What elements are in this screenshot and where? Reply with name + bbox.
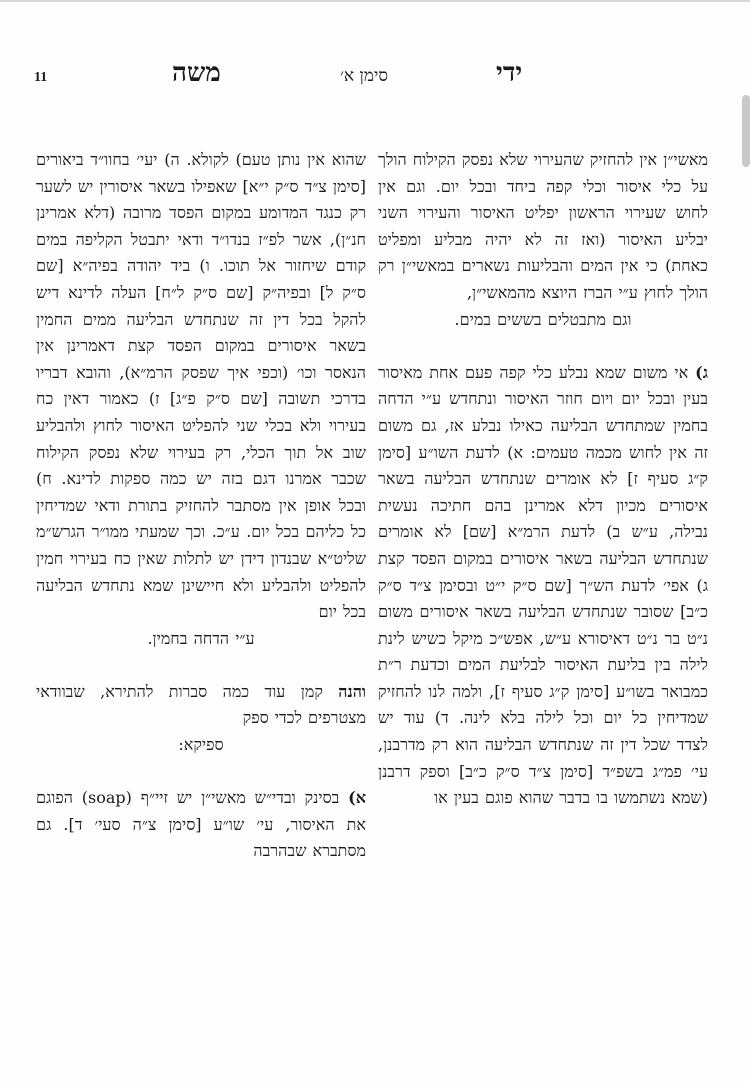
left-paragraph-3-text: בסינק ובדי״ש מאשי״ן יש זיי״ף (soap) הפוגם את האיסור, עי׳ שו״ע [סימן צ״ה סעי׳ ד]. גם מסתברא שבהרבה (36, 788, 366, 861)
left-paragraph-1-end: ע״י הדחה בחמין. (147, 628, 255, 648)
header-title-left: משה (172, 58, 221, 88)
header-siman: סימן א׳ (340, 66, 389, 86)
left-column (36, 147, 366, 1052)
left-paragraph-3 (36, 785, 366, 865)
header-title-right: ידי (496, 58, 523, 88)
scrollbar-thumb[interactable] (742, 95, 750, 167)
left-paragraph-2-end: ספיקא: (178, 735, 224, 755)
left-paragraph-2 (36, 679, 366, 732)
section-label-gimel: ג) (695, 362, 708, 382)
right-paragraph-1-end: וגם מתבטלים בששים במים. (454, 309, 632, 329)
paragraph-lead-word: והנה (338, 681, 366, 701)
right-paragraph-1: מאשי״ן אין להחזיק שהעירוי שלא נפסק הקילוח הולך על כלי איסור וכלי קפה ביחד ובכל יום. וגם אין לחוש שעירוי הראשון יפליט האיסור והעירוי השני יבליע האיסור (ואז זה לא יהיה מבליע ומפליט כאחת) כי אין המים והבליעות נשארים במאשי״ן רק הולך לחוץ ע״י הברז היוצא מהמאשי״ן, (378, 150, 708, 302)
left-paragraph-2-text: קמן עוד כמה סברות להתירא, שבוודאי מצטרפים לכדי ספק (36, 681, 366, 728)
right-paragraph-2 (378, 360, 708, 812)
top-divider (0, 0, 750, 2)
left-paragraph-1: שהוא אין נותן טעם) לקולא. ה) יעי׳ בחוו״ד ביאורים [סימן צ״ד ס״ק י״א] שאפילו בשאר איסורין יש לשער רק כנגד המדומע במקום הפסד מרובה (דלא אמרינן חנ״ן), אשר לפ״ז בנדו״ד ודאי יתבטל הקליפה במים קודם שיחזור אל תוכו. ו) ביד יהודה בפיה״א [שם ס״ק ל] ובפיה״ק [שם ס״ק ל״ח] העלה לדינא דיש להקל בכל דין זה שנתחדש הבליעה ממים החמין בשאר איסורים במקום הפסד קצת דאמרינן אין הנאסר וכו׳ (וכפי איך שפסק הרמ״א), והובא דבריו בדרכי תשובה [שם ס״ק פ״ג] ז) כאמור דאין כח בעירוי ולא בכלי שני להפליט האיסור לחוץ ולהבליע שוב אל תוך הכלי, רק בעירוי שלא נפסק הקילוח שכבר אמרנו דגם בזה יש כמה ספקות לדינא. ח) ובכל אופן אין מסתבר להחזיק בתורת ודאי שמדיחין כל כליהם בכל יום. ע״כ. וכך שמעתי ממו״ר הגרש״מ שליט״א שבנדון דידן יש לתלות שאין כח בעירוי חמין להפליט ולהבליע ולא חיישינן שמא נתחדש הבליעה בכל יום (36, 150, 366, 622)
page-number: 11 (34, 70, 48, 85)
right-column (378, 147, 708, 1052)
running-header (0, 58, 750, 98)
section-label-alef: א) (348, 788, 366, 808)
right-paragraph-2-text: אי משום שמא נבלע כלי קפה פעם אחת מאיסור בעין ובכל יום ויום חוזר האיסור ונתחדש ע״י הדחה בחמין שמתחדש הבליעה כאילו נבלע אז, גם משום זה אין לחוש מכמה טעמים: א) לדעת השו״ע [סימן ק״ג סעיף ז] לא אומרים שנתחדש הבליעה בשאר איסורים מכיון דלא אמרינן בהם חתיכה נעשית נבילה, ע״ש ב) לדעת הרמ״א [שם] לא אומרים שנתחדש הבליעה בשאר איסורים במקום הפסד קצת ג) אפי׳ לדעת הש״ך [שם ס״ק י״ט ובסימן צ״ד ס״ק כ״ב] שסובר שנתחדש הבליעה בשאר איסורים משום נ״ט בר נ״ט דאיסורא ע״ש, אפש״כ מיקל כשיש לינת לילה בין בליעת האיסור לבליעת המים וכדעת ר״ת כמבואר בשו״ע [סימן ק״ג סעיף ז], ולמה לנו להחזיק שמדיחין כל יום וכל לילה בלא לינה. ד) עוד יש לצדד שכל דין זה שנתחדש הבליעה הוא רק מדרבנן, עי׳ פמ״ג בשפ״ד [סימן צ״ד ס״ק כ״ב] וספק דרבנן (שמא נשתמשו בו בדבר שהוא פוגם בעין או (378, 362, 708, 808)
